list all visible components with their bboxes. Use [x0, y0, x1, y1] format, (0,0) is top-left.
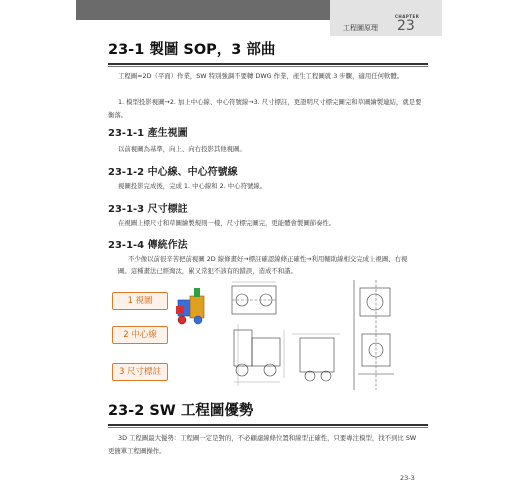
subsection-body-23-1-4: 不少像以前很辛苦把前視圖 2D 線條畫好→標註確認線條正確性→利用輔助線相交完成上視圖、右視圖。這種畫法已經淘汰，累又常犯不該有的錯誤，造成不和諧。	[118, 255, 408, 275]
heading-rule-thin	[108, 427, 428, 428]
engineering-drawing-figure	[112, 278, 412, 393]
subsection-title-23-1-3: 23-1-3 尺寸標註	[108, 204, 188, 215]
section-23-2-body: 3D 工程圖最大優勢：工程圖一定是對的，不必顧慮線條位置和線型正確性，只要專注模型，找不到比 SW 更簡單工程圖操作。	[108, 434, 417, 455]
side-view	[292, 334, 340, 381]
intro-paragraph: 工程圖=2D（平面）作業，SW 特別強調不要轉 DWG 作業，產生工程圖就 3 步驟，適用任何軟體。	[118, 72, 404, 80]
section-heading-23-1	[108, 40, 428, 67]
detail-view	[354, 280, 394, 390]
chapter-title: 工程圖原理	[343, 24, 378, 32]
drawing-views-svg	[172, 278, 412, 393]
subsection-body-23-1-2: 視圖投影完成後，完成 1. 中心線和 2. 中心符號線。	[118, 182, 267, 190]
steps-paragraph: 1. 模型投影視圖→2. 加上中心線、中心符號線→3. 尺寸標註，更證明尺寸標完圖完和草圖繪製連結，就是要衡落。	[108, 98, 422, 119]
subsection-title-23-1-1: 23-1-1 產生視圖	[108, 128, 188, 139]
front-view	[234, 324, 284, 386]
subsection-body-23-1-1: 以前視圖為基準，向上、向右投影其他視圖。	[118, 145, 246, 153]
heading-rule	[108, 424, 428, 426]
subsection-title-23-1-2: 23-1-2 中心線、中心符號線	[108, 167, 238, 178]
callout-dimensions: 3 尺寸標註	[112, 363, 168, 381]
callout-views: 1 視圖	[112, 292, 168, 310]
top-view	[232, 282, 276, 314]
callout-centerlines: 2 中心線	[112, 326, 168, 344]
heading-rule-thin	[108, 66, 428, 67]
page-number: 23-3	[400, 474, 415, 482]
section-heading-23-2	[108, 401, 428, 428]
chapter-label: CHAPTER	[395, 14, 420, 19]
subsection-title-23-1-4: 23-1-4 傳統作法	[108, 240, 188, 251]
subsection-body-23-1-3: 在視圖上標尺寸和草圖繪製規則一樣，尺寸標完圖完，更能體會製圖節奏性。	[118, 219, 336, 227]
chapter-number: 23	[397, 18, 415, 34]
heading-rule	[108, 63, 428, 65]
section-title: 23-1 製圖 SOP，3 部曲	[108, 42, 276, 58]
section-title: 23-2 SW 工程圖優勢	[108, 403, 254, 419]
isometric-model-image	[176, 288, 204, 324]
